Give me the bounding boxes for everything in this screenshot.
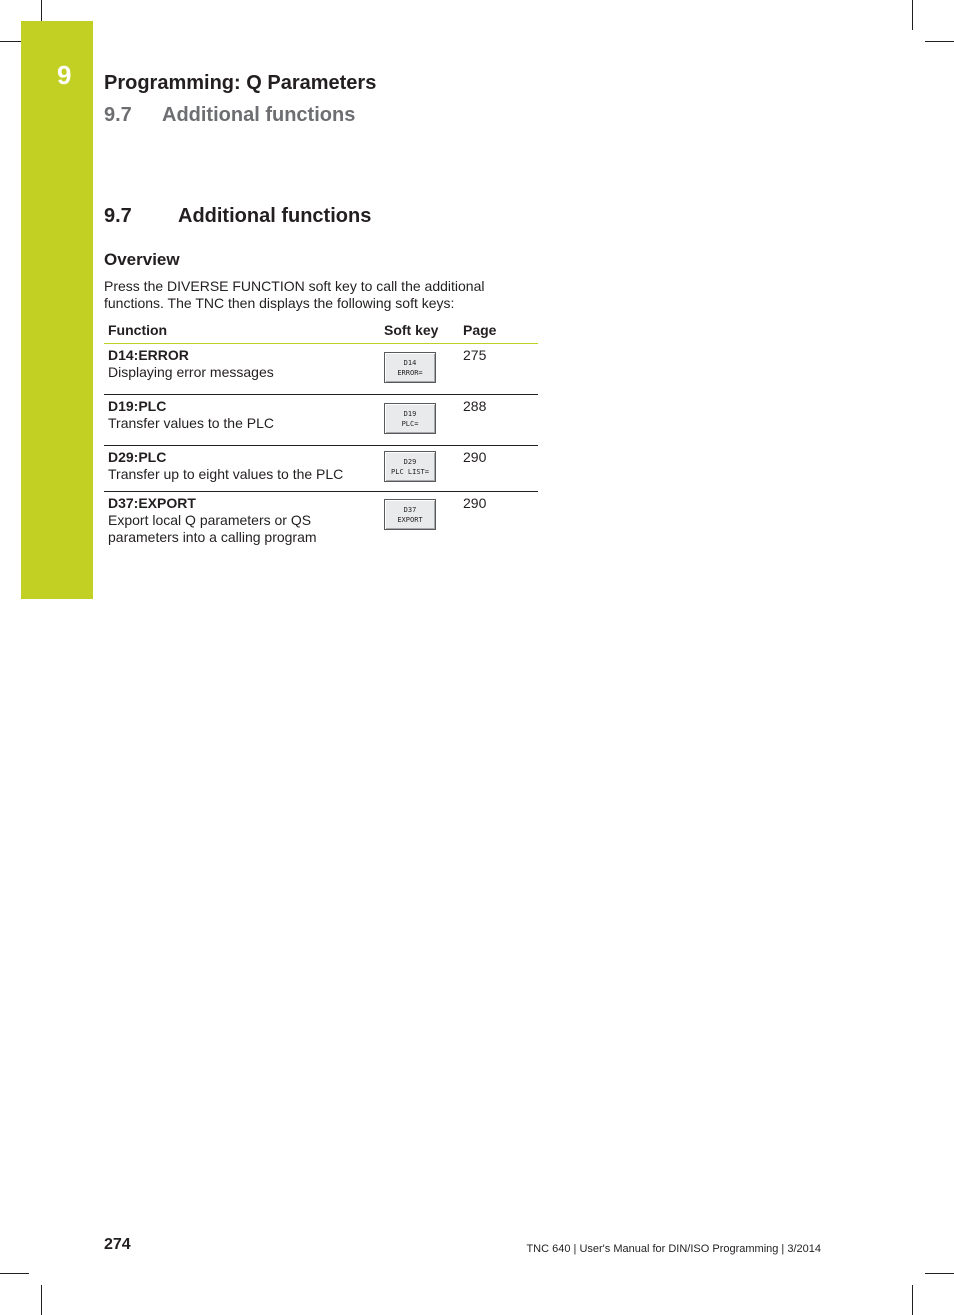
table-row [104, 446, 538, 492]
table-row [104, 344, 538, 395]
softkey-line2: ERROR= [397, 369, 423, 377]
running-header-title: Programming: Q Parameters [104, 72, 377, 94]
softkey-line1: D29 [403, 458, 417, 466]
softkey-cell [380, 492, 459, 553]
running-header-section-title: Additional functions [162, 104, 356, 126]
overview-heading: Overview [104, 250, 180, 269]
softkey-cell [380, 344, 459, 395]
function-description: Transfer values to the PLC [108, 415, 275, 431]
header-page: Page [459, 318, 538, 344]
softkey-line2: PLC LIST= [391, 468, 429, 476]
softkey-cell [380, 395, 459, 446]
softkey-line2: PLC= [401, 420, 419, 428]
softkey-d19-plc[interactable] [384, 403, 436, 434]
function-name: D19:PLC [108, 398, 167, 414]
function-cell [104, 395, 380, 446]
function-description: Transfer up to eight values to the PLC [108, 466, 344, 482]
page-cell: 290 [459, 446, 538, 492]
function-table [104, 318, 538, 552]
function-name: D37:EXPORT [108, 495, 196, 511]
softkey-line1: D19 [403, 410, 417, 418]
softkey-d29-plc-list[interactable] [384, 451, 436, 482]
softkey-d14-error[interactable] [384, 352, 436, 383]
page-cell: 288 [459, 395, 538, 446]
crop-mark-bottom-left-h [0, 1273, 29, 1274]
function-name: D14:ERROR [108, 347, 189, 363]
section-title: Additional functions [178, 205, 372, 227]
table-row [104, 492, 538, 553]
function-cell [104, 446, 380, 492]
crop-mark-top-right-v [912, 0, 913, 30]
crop-mark-bottom-left-v [41, 1285, 42, 1315]
header-function: Function [104, 318, 380, 344]
chapter-tab-bar [21, 21, 93, 599]
function-description: Displaying error messages [108, 364, 274, 380]
section-number: 9.7 [104, 205, 132, 227]
running-header-section-number: 9.7 [104, 104, 132, 126]
overview-intro-text: Press the DIVERSE FUNCTION soft key to call the additional functions. The TNC then displays the following soft keys: [104, 278, 485, 311]
function-cell [104, 344, 380, 395]
softkey-line2: EXPORT [397, 516, 423, 524]
header-softkey: Soft key [380, 318, 459, 344]
softkey-d37-export[interactable] [384, 499, 436, 530]
function-description: Export local Q parameters or QS parameters into a calling program [108, 512, 317, 545]
crop-mark-top-left-h [0, 41, 21, 42]
page-number: 274 [104, 1236, 131, 1253]
section-heading [104, 205, 371, 228]
function-cell [104, 492, 380, 553]
table-row [104, 395, 538, 446]
crop-mark-top-left-v [41, 0, 42, 21]
running-header-subtitle [104, 104, 355, 127]
softkey-line1: D14 [403, 359, 417, 367]
crop-mark-bottom-right-h [925, 1273, 954, 1274]
softkey-cell [380, 446, 459, 492]
crop-mark-top-right-h [925, 41, 954, 42]
function-name: D29:PLC [108, 449, 167, 465]
table-header-row [104, 318, 538, 344]
page-cell: 290 [463, 495, 487, 511]
softkey-line1: D37 [403, 506, 417, 514]
crop-mark-bottom-right-v [912, 1285, 913, 1315]
footer-text: TNC 640 | User's Manual for DIN/ISO Programming | 3/2014 [526, 1243, 821, 1255]
chapter-number: 9 [57, 60, 72, 90]
page-cell: 275 [459, 344, 538, 395]
